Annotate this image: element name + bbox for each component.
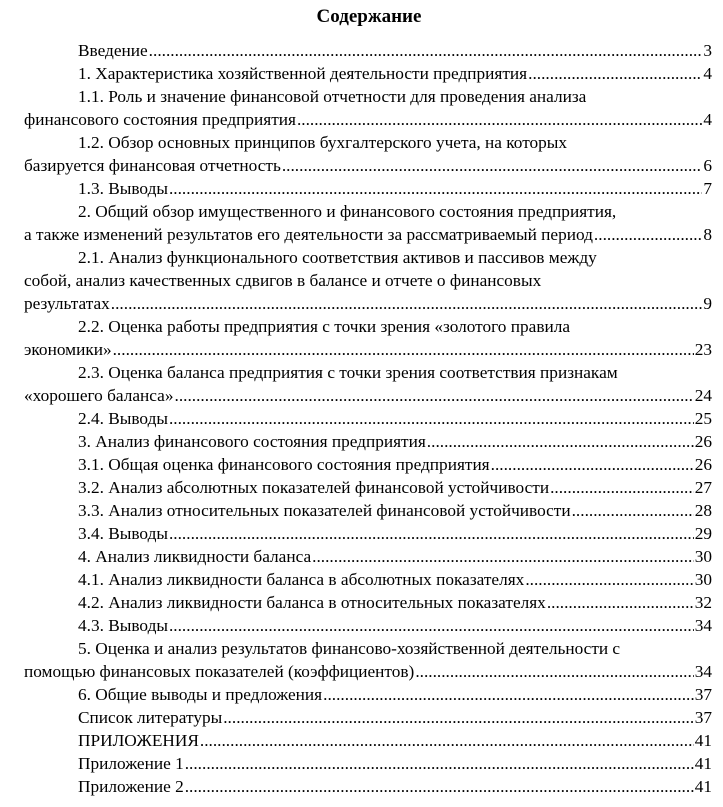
toc-entry[interactable] — [78, 62, 712, 85]
toc-entry[interactable] — [78, 453, 712, 476]
dot-leader — [113, 338, 694, 361]
toc-entry-line: а также изменений результатов его деятельности за рассматриваемый период — [24, 225, 593, 244]
table-of-contents — [24, 39, 712, 798]
toc-entry-line: «хорошего баланса» — [24, 386, 174, 405]
toc-entry[interactable] — [78, 430, 712, 453]
toc-entry[interactable] — [78, 499, 712, 522]
toc-page-number: 7 — [703, 179, 712, 198]
toc-page-number: 29 — [694, 524, 712, 543]
toc-page-number: 25 — [694, 409, 712, 428]
toc-page-number: 30 — [694, 570, 712, 589]
toc-entry-line: ПРИЛОЖЕНИЯ — [78, 731, 199, 750]
toc-entry-line: 3.4. Выводы — [78, 524, 168, 543]
toc-entry[interactable] — [24, 246, 712, 315]
toc-page-number: 9 — [703, 294, 712, 313]
toc-entry[interactable] — [78, 729, 712, 752]
toc-entry[interactable] — [24, 315, 712, 361]
toc-entry[interactable] — [78, 683, 712, 706]
toc-page-number: 32 — [694, 593, 712, 612]
toc-title: Содержание — [316, 6, 422, 27]
toc-entry-line: 2. Общий обзор имущественного и финансового состояния предприятия, — [78, 202, 617, 221]
dot-leader — [282, 154, 703, 177]
toc-page-number: 4 — [703, 64, 712, 83]
toc-entry[interactable] — [78, 177, 712, 200]
toc-entry[interactable] — [78, 407, 712, 430]
toc-entry[interactable] — [78, 591, 712, 614]
toc-entry-line: финансового состояния предприятия — [24, 110, 296, 129]
dot-leader — [169, 614, 694, 637]
toc-entry-line: 4.3. Выводы — [78, 616, 168, 635]
toc-entry[interactable] — [78, 706, 712, 729]
toc-entry[interactable] — [78, 476, 712, 499]
toc-entry-line: Приложение 2 — [78, 777, 184, 796]
dot-leader — [200, 729, 694, 752]
toc-page-number: 8 — [703, 225, 712, 244]
toc-page-number: 37 — [694, 685, 712, 704]
toc-page-number: 30 — [694, 547, 712, 566]
toc-entry-line: 4.2. Анализ ликвидности баланса в относительных показателях — [78, 593, 546, 612]
dot-leader — [297, 108, 702, 131]
toc-page-number: 41 — [694, 777, 712, 796]
toc-entry[interactable] — [78, 39, 712, 62]
toc-entry-line: 1.3. Выводы — [78, 179, 168, 198]
toc-entry-line: 2.1. Анализ функционального соответствия активов и пассивов между — [78, 248, 597, 267]
toc-entry-line: 2.2. Оценка работы предприятия с точки зрения «золотого правила — [78, 317, 571, 336]
dot-leader — [572, 499, 694, 522]
toc-entry-line: результатах — [24, 294, 110, 313]
toc-entry[interactable] — [24, 361, 712, 407]
toc-entry[interactable] — [78, 775, 712, 798]
dot-leader — [169, 522, 694, 545]
toc-page-number: 26 — [694, 455, 712, 474]
toc-page-number: 34 — [694, 616, 712, 635]
toc-entry[interactable] — [78, 752, 712, 775]
toc-page-number: 41 — [694, 731, 712, 750]
toc-entry-line: 4.1. Анализ ликвидности баланса в абсолютных показателях — [78, 570, 525, 589]
dot-leader — [223, 706, 693, 729]
toc-page-number: 27 — [694, 478, 712, 497]
toc-entry[interactable] — [24, 85, 712, 131]
toc-entry[interactable] — [24, 131, 712, 177]
dot-leader — [175, 384, 694, 407]
toc-entry-line: 1.1. Роль и значение финансовой отчетности для проведения анализа — [78, 87, 587, 106]
toc-entry[interactable] — [78, 522, 712, 545]
toc-page-number: 28 — [694, 501, 712, 520]
toc-entry[interactable] — [78, 614, 712, 637]
toc-entry-line: помощью финансовых показателей (коэффициентов) — [24, 662, 415, 681]
toc-entry-line: 6. Общие выводы и предложения — [78, 685, 323, 704]
dot-leader — [169, 177, 702, 200]
toc-entry-line: 3.1. Общая оценка финансового состояния предприятия — [78, 455, 490, 474]
dot-leader — [594, 223, 702, 246]
toc-entry[interactable] — [24, 637, 712, 683]
dot-leader — [547, 591, 694, 614]
dot-leader — [525, 568, 693, 591]
toc-page-number: 41 — [694, 754, 712, 773]
toc-page-number: 26 — [694, 432, 712, 451]
toc-page-number: 37 — [694, 708, 712, 727]
dot-leader — [550, 476, 694, 499]
dot-leader — [312, 545, 694, 568]
dot-leader — [185, 775, 694, 798]
toc-page-number: 34 — [694, 662, 712, 681]
dot-leader — [185, 752, 694, 775]
dot-leader — [528, 62, 702, 85]
toc-entry-line: 2.4. Выводы — [78, 409, 168, 428]
toc-entry[interactable] — [78, 545, 712, 568]
toc-entry-line: Введение — [78, 41, 148, 60]
dot-leader — [111, 292, 703, 315]
toc-entry-line: Список литературы — [78, 708, 223, 727]
toc-entry-line: 3.3. Анализ относительных показателей финансовой устойчивости — [78, 501, 571, 520]
toc-page-number: 4 — [703, 110, 712, 129]
toc-entry-line: 2.3. Оценка баланса предприятия с точки зрения соответствия признакам — [78, 363, 618, 382]
toc-entry[interactable] — [78, 568, 712, 591]
toc-entry-line: 1. Характеристика хозяйственной деятельности предприятия — [78, 64, 528, 83]
toc-entry-line: Приложение 1 — [78, 754, 184, 773]
toc-entry-line: 5. Оценка и анализ результатов финансово-хозяйственной деятельности с — [78, 639, 621, 658]
dot-leader — [427, 430, 694, 453]
toc-entry[interactable] — [24, 200, 712, 246]
toc-entry-line: 1.2. Обзор основных принципов бухгалтерского учета, на которых — [78, 133, 568, 152]
toc-page-number: 24 — [694, 386, 712, 405]
toc-entry-line: собой, анализ качественных сдвигов в балансе и отчете о финансовых — [24, 271, 542, 290]
toc-entry-line: базируется финансовая отчетность — [24, 156, 281, 175]
toc-page-number: 23 — [694, 340, 712, 359]
toc-entry-line: 3. Анализ финансового состояния предприятия — [78, 432, 426, 451]
toc-entry-line: 4. Анализ ликвидности баланса — [78, 547, 312, 566]
dot-leader — [491, 453, 694, 476]
toc-page-number: 3 — [703, 41, 712, 60]
dot-leader — [323, 683, 694, 706]
toc-entry-line: экономики» — [24, 340, 112, 359]
dot-leader — [149, 39, 703, 62]
dot-leader — [415, 660, 693, 683]
dot-leader — [169, 407, 694, 430]
toc-entry-line: 3.2. Анализ абсолютных показателей финансовой устойчивости — [78, 478, 550, 497]
toc-page-number: 6 — [703, 156, 712, 175]
